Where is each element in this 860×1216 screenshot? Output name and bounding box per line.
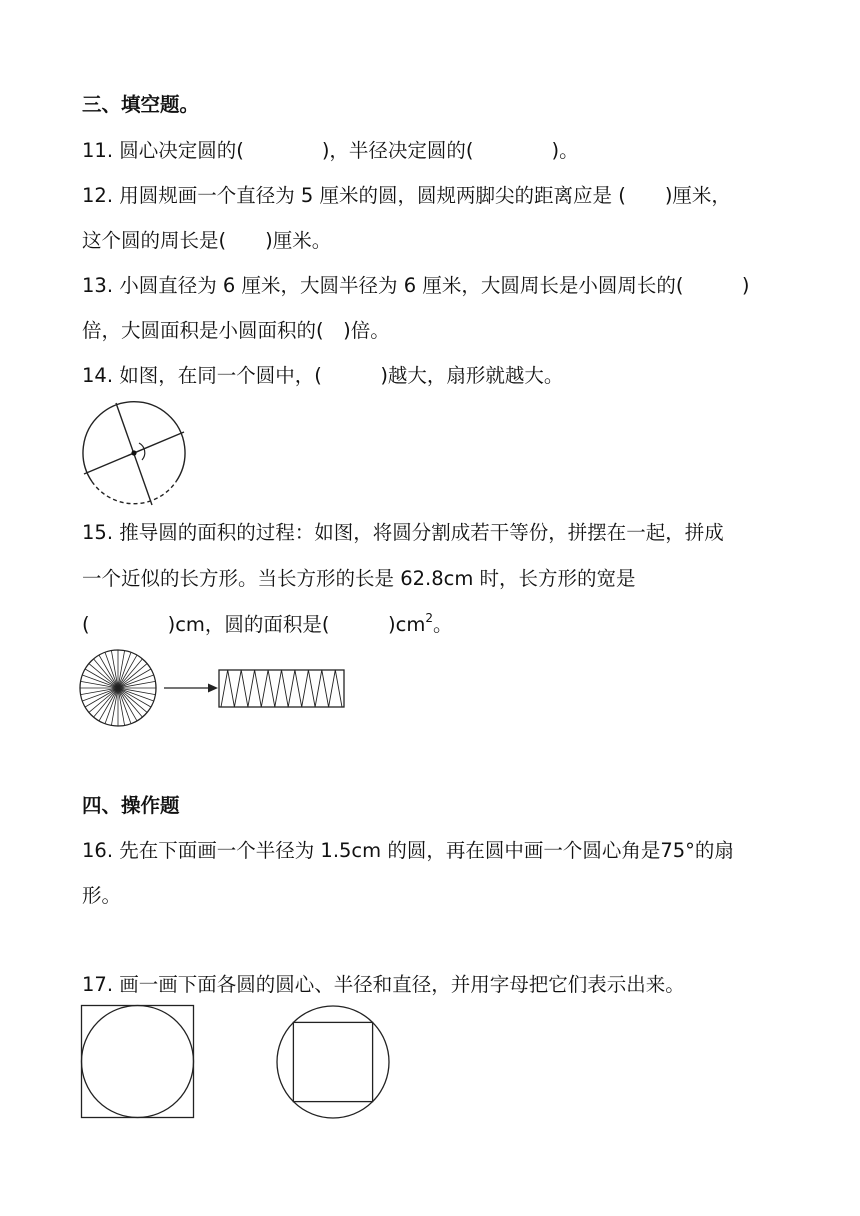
arrow-head <box>208 684 218 693</box>
question-16-line-2: 形。 <box>82 884 122 907</box>
section-4-heading: 四、操作题 <box>82 794 180 817</box>
question-15-line-3-text: ( )cm，圆的面积是( )cm <box>82 613 426 636</box>
question-12-line-1: 12. 用圆规画一个直径为 5 厘米的圆，圆规两脚尖的距离应是 ( )厘米， <box>82 184 731 207</box>
question-15-line-2: 一个近似的长方形。当长方形的长是 62.8cm 时，长方形的宽是 <box>82 567 636 590</box>
superscript-2: 2 <box>425 610 434 625</box>
question-12-line-2: 这个圆的周长是( )厘米。 <box>82 229 332 252</box>
section-3-heading: 三、填空题。 <box>82 93 200 116</box>
question-14: 14. 如图，在同一个圆中，( )越大，扇形就越大。 <box>82 364 564 387</box>
circle-dashed-arc <box>92 482 176 504</box>
inner-square <box>293 1022 372 1101</box>
circle-solid-arc <box>83 402 185 482</box>
question-16-line-1: 16. 先在下面画一个半径为 1.5cm 的圆，再在圆中画一个圆心角是75°的扇 <box>82 839 734 862</box>
question-15-line-3-end: 。 <box>433 613 453 636</box>
square-in-circle-figure <box>275 1004 391 1120</box>
circle-to-rectangle-figure <box>78 648 350 728</box>
question-15-line-3 <box>82 612 453 638</box>
question-13-line-2: 倍，大圆面积是小圆面积的( )倍。 <box>82 319 390 342</box>
question-15-line-1: 15. 推导圆的面积的过程：如图，将圆分割成若干等份，拼摆在一起，拼成 <box>82 521 724 544</box>
approx-rectangle-zigzag <box>221 670 342 707</box>
sector-circle-figure <box>78 399 190 509</box>
question-11: 11. 圆心决定圆的( )，半径决定圆的( )。 <box>82 139 579 162</box>
question-13-line-1: 13. 小圆直径为 6 厘米，大圆半径为 6 厘米，大圆周长是小圆周长的( ) <box>82 274 750 297</box>
inscribed-circle <box>82 1006 194 1118</box>
center-dot <box>131 450 136 455</box>
question-17: 17. 画一画下面各圆的圆心、半径和直径，并用字母把它们表示出来。 <box>82 973 685 996</box>
angle-mark-arc <box>139 443 145 460</box>
circle-in-square-figure <box>80 1004 196 1120</box>
